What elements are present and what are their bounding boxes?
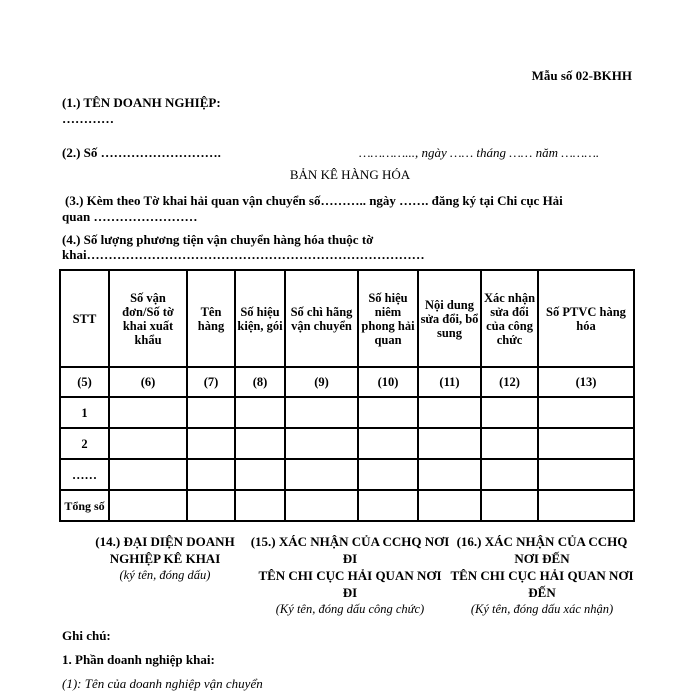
goods-table (59, 269, 635, 522)
table-row (60, 397, 634, 428)
column-number: (9) (285, 367, 358, 397)
total-row (60, 490, 634, 521)
vehicle-count-line2: khai…………………………………………………………………… (62, 247, 425, 262)
header-cell: Số vận đơn/Số tờ khai xuất khẩu (109, 270, 187, 367)
notes-section-1: 1. Phần doanh nghiệp khai: (62, 652, 215, 667)
attached-declaration-line2: quan …………………… (62, 209, 198, 224)
row-index: …… (60, 459, 109, 490)
signature-block-enterprise (70, 533, 260, 584)
column-number: (12) (481, 367, 538, 397)
notes-item-1: (1): Tên của doanh nghiệp vận chuyển (62, 676, 263, 691)
header-cell: Số chì hãng vận chuyển (285, 270, 358, 367)
attached-declaration-line1: (3.) Kèm theo Tờ khai hải quan vận chuyển số……….. ngày ……. đăng ký tại Chi cục Hải (65, 193, 563, 208)
vehicle-count-line1: (4.) Số lượng phương tiện vận chuyển hàng hóa thuộc tờ (62, 232, 374, 247)
signature-title: (16.) XÁC NHẬN CỦA CCHQ NƠI ĐẾN (456, 534, 628, 566)
enterprise-name-dots: ………… (62, 111, 114, 126)
signature-block-arrival (444, 533, 640, 618)
signature-note: (Ký tên, đóng dấu công chức) (275, 602, 425, 616)
column-number: (11) (418, 367, 481, 397)
notes-heading: Ghi chú: (62, 628, 111, 643)
header-cell: Xác nhận sửa đổi của công chức (481, 270, 538, 367)
table-header-row (60, 270, 634, 367)
document-number: (2.) Số ………………………. (62, 145, 221, 160)
table-row (60, 428, 634, 459)
signature-title: (14.) ĐẠI DIỆN DOANH NGHIỆP KÊ KHAI (95, 534, 235, 566)
total-label: Tổng số (60, 490, 109, 521)
header-cell: STT (60, 270, 109, 367)
signature-note: (Ký tên, đóng dấu xác nhận) (470, 602, 614, 616)
header-cell: Số PTVC hàng hóa (538, 270, 634, 367)
form-code: Mẫu số 02-BKHH (531, 68, 632, 83)
signature-note: (ký tên, đóng dấu) (119, 568, 211, 582)
signature-sub: TÊN CHI CỤC HẢI QUAN NƠI ĐẾN (450, 568, 634, 600)
row-index: 1 (60, 397, 109, 428)
column-number: (5) (60, 367, 109, 397)
column-number: (7) (187, 367, 235, 397)
document-title: BẢN KÊ HÀNG HÓA (289, 167, 411, 182)
table-row (60, 459, 634, 490)
signature-title: (15.) XÁC NHẬN CỦA CCHQ NƠI ĐI (250, 534, 450, 566)
column-number: (10) (358, 367, 418, 397)
document-date: …………..., ngày …… tháng …… năm ………. (359, 145, 600, 160)
column-number: (6) (109, 367, 187, 397)
header-cell: Nội dung sửa đổi, bổ sung (418, 270, 481, 367)
column-number: (8) (235, 367, 285, 397)
header-cell: Số hiệu niêm phong hải quan (358, 270, 418, 367)
header-cell: Số hiệu kiện, gói (235, 270, 285, 367)
signature-block-departure (250, 533, 450, 618)
row-index: 2 (60, 428, 109, 459)
column-number: (13) (538, 367, 634, 397)
header-cell: Tên hàng (187, 270, 235, 367)
enterprise-name-label: (1.) TÊN DOANH NGHIỆP: (62, 95, 221, 110)
column-number-row (60, 367, 634, 397)
signature-sub: TÊN CHI CỤC HẢI QUAN NƠI ĐI (258, 568, 442, 600)
